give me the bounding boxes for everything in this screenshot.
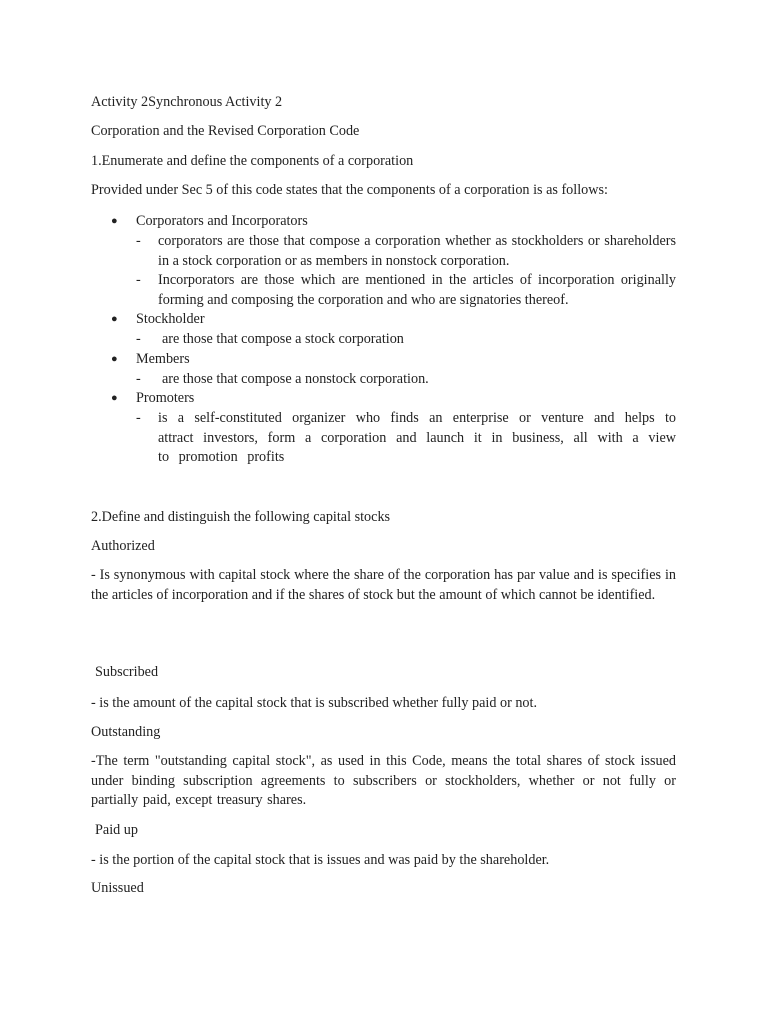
intro-paragraph: Provided under Sec 5 of this code states that the components of a corporation is as follows:: [91, 182, 608, 198]
document-subtitle: Corporation and the Revised Corporation Code: [91, 123, 360, 139]
question-1: 1.Enumerate and define the components of a corporation: [91, 153, 414, 169]
definition-authorized: - Is synonymous with capital stock where the share of the corporation has par value and is specifies in the articles of incorporation and if the shares of stock but the amount of which cannot be identified.: [91, 567, 676, 603]
component-point-corporators: corporators are those that compose a corporation whether as stockholders or shareholders in a stock corporation or as members in nonstock corporation.: [158, 233, 676, 269]
dash-marker: -: [136, 272, 141, 288]
term-subscribed: Subscribed: [95, 664, 159, 680]
component-point-promoters: is a self-constituted organizer who finds an enterprise or venture and helps to attract investors, form a corporation and launch it in business, all with a view to promotion profits: [158, 410, 676, 465]
dash-marker: -: [136, 371, 141, 387]
definition-subscribed: - is the amount of the capital stock that is subscribed whether fully paid or not.: [91, 695, 538, 711]
term-outstanding: Outstanding: [91, 724, 161, 740]
bullet-icon: ●: [111, 215, 118, 227]
bullet-icon: ●: [111, 313, 118, 325]
term-authorized: Authorized: [91, 538, 155, 554]
dash-marker: -: [136, 410, 141, 426]
question-2: 2.Define and distinguish the following capital stocks: [91, 509, 391, 525]
component-point-members: are those that compose a nonstock corporation.: [162, 371, 429, 387]
term-unissued: Unissued: [91, 880, 144, 896]
bullet-icon: ●: [111, 353, 118, 365]
component-point-stockholder: are those that compose a stock corporation: [162, 331, 404, 347]
definition-paid-up: - is the portion of the capital stock that is issues and was paid by the shareholder.: [91, 852, 550, 868]
bullet-icon: ●: [111, 392, 118, 404]
dash-marker: -: [136, 331, 141, 347]
definition-outstanding: -The term "outstanding capital stock", as used in this Code, means the total shares of stock issued under binding subscription agreements to subscribers or stockholders, whether or not fully or partially paid, except treasury shares.: [91, 753, 676, 808]
term-paid-up: Paid up: [95, 822, 138, 838]
component-heading-stockholder: Stockholder: [136, 311, 205, 327]
component-heading-promoters: Promoters: [136, 390, 195, 406]
component-heading-corporators: Corporators and Incorporators: [136, 213, 308, 229]
dash-marker: -: [136, 233, 141, 249]
component-point-incorporators: Incorporators are those which are mentioned in the articles of incorporation originally forming and composing the corporation and who are signatories thereof.: [158, 272, 676, 308]
component-heading-members: Members: [136, 351, 190, 367]
document-title: Activity 2Synchronous Activity 2: [91, 94, 283, 110]
